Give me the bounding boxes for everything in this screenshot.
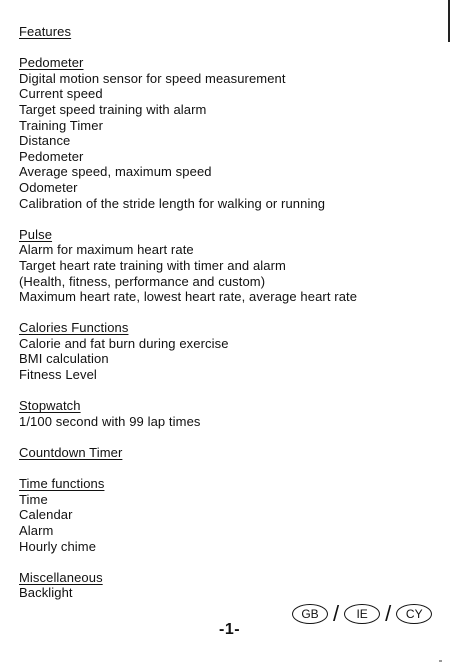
feature-line: Training Timer — [19, 117, 103, 133]
section-time-functions — [19, 476, 439, 554]
section-calories-functions — [19, 320, 439, 382]
feature-line: Alarm for maximum heart rate — [19, 242, 194, 258]
country-code-badge-cy: CY — [396, 604, 432, 624]
feature-line: Current speed — [19, 86, 103, 102]
feature-line: Alarm — [19, 523, 54, 538]
page-number: -1- — [219, 621, 241, 638]
section-pulse — [19, 227, 439, 305]
feature-line: Hourly chime — [19, 538, 97, 554]
feature-line: Calibration of the stride length for walking or running — [19, 195, 326, 211]
section-heading-countdown-timer: Countdown Timer — [19, 445, 123, 461]
feature-line: Target heart rate training with timer and alarm — [19, 257, 286, 273]
section-countdown-timer — [19, 445, 439, 461]
feature-line: Digital motion sensor for speed measurement — [19, 70, 286, 86]
country-code-badge-gb: GB — [292, 604, 328, 624]
feature-line: Calorie and fat burn during exercise — [19, 335, 229, 351]
section-heading-stopwatch: Stopwatch — [19, 398, 81, 414]
section-stopwatch — [19, 398, 439, 429]
feature-line: Target speed training with alarm — [19, 101, 207, 117]
feature-line: Calendar — [19, 507, 73, 523]
feature-line: Maximum heart rate, lowest heart rate, average heart rate — [19, 289, 358, 305]
section-heading-calories: Calories Functions — [19, 320, 129, 336]
feature-line: Distance — [19, 133, 71, 149]
feature-line: Time — [19, 491, 48, 507]
section-heading-pedometer: Pedometer — [19, 55, 84, 71]
feature-line: 1/100 second with 99 lap times — [19, 413, 201, 429]
feature-line: (Health, fitness, performance and custom) — [19, 273, 266, 289]
country-code-separator: / — [385, 601, 392, 626]
country-code-badges — [292, 603, 432, 625]
country-code-badge-ie: IE — [344, 604, 380, 624]
feature-line: Fitness Level — [19, 367, 97, 383]
section-heading-miscellaneous: Miscellaneous — [19, 569, 103, 585]
country-code-separator: / — [333, 601, 340, 626]
feature-line: Backlight — [19, 585, 73, 601]
feature-line: Average speed, maximum speed — [19, 164, 212, 180]
section-heading-pulse: Pulse — [19, 226, 53, 242]
section-heading-features: Features — [19, 24, 72, 39]
feature-line: Pedometer — [19, 148, 84, 164]
section-heading-time-functions: Time functions — [19, 476, 105, 492]
features-content — [19, 24, 439, 617]
section-features — [19, 24, 439, 40]
scan-mark — [439, 660, 442, 662]
feature-line: Odometer — [19, 179, 78, 195]
section-miscellaneous — [19, 570, 439, 601]
feature-line: BMI calculation — [19, 351, 109, 367]
section-pedometer — [19, 55, 439, 211]
